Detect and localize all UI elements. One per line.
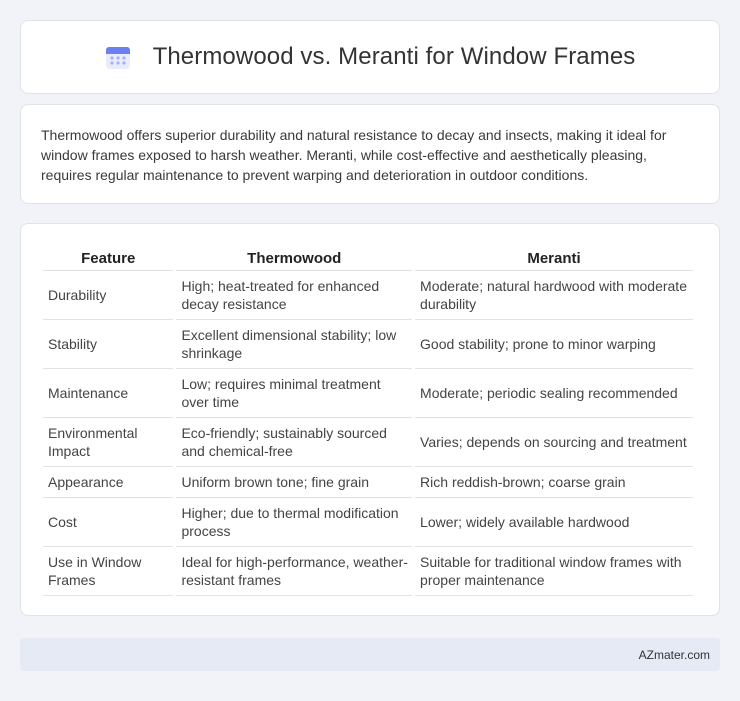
thermowood-cell: Excellent dimensional stability; low shrinkage <box>176 320 412 369</box>
header-meranti: Meranti <box>415 246 693 271</box>
footer-site-link[interactable]: AZmater.com <box>638 647 710 662</box>
meranti-cell: Moderate; periodic sealing recommended <box>415 369 693 418</box>
table-row <box>43 418 693 467</box>
feature-cell: Appearance <box>43 467 173 498</box>
table-row <box>43 467 693 498</box>
feature-cell: Use in Window Frames <box>43 547 173 596</box>
feature-cell: Stability <box>43 320 173 369</box>
footer-bar <box>20 638 720 671</box>
title-card <box>20 20 720 94</box>
meranti-cell: Suitable for traditional window frames with proper maintenance <box>415 547 693 596</box>
thermowood-cell: Higher; due to thermal modification process <box>176 498 412 547</box>
table-row <box>43 271 693 320</box>
thermowood-cell: High; heat-treated for enhanced decay resistance <box>176 271 412 320</box>
table-header-row <box>43 246 693 271</box>
feature-cell: Environmental Impact <box>43 418 173 467</box>
feature-cell: Maintenance <box>43 369 173 418</box>
meranti-cell: Lower; widely available hardwood <box>415 498 693 547</box>
meranti-cell: Rich reddish-brown; coarse grain <box>415 467 693 498</box>
thermowood-cell: Ideal for high-performance, weather-resistant frames <box>176 547 412 596</box>
thermowood-cell: Eco-friendly; sustainably sourced and chemical-free <box>176 418 412 467</box>
comparison-table <box>40 246 696 596</box>
intro-text: Thermowood offers superior durability and natural resistance to decay and insects, making it ideal for window frames exposed to harsh weather. Meranti, while cost-effective and aesthetically pleasing, requires regular maintenance to prevent warping and deterioration in outdoor conditions. <box>41 127 667 183</box>
meranti-cell: Good stability; prone to minor warping <box>415 320 693 369</box>
thermowood-cell: Uniform brown tone; fine grain <box>176 467 412 498</box>
meranti-cell: Varies; depends on sourcing and treatment <box>415 418 693 467</box>
table-row <box>43 498 693 547</box>
calendar-icon <box>105 44 131 70</box>
page-title: Thermowood vs. Meranti for Window Frames <box>152 43 636 70</box>
table-row <box>43 369 693 418</box>
thermowood-cell: Low; requires minimal treatment over time <box>176 369 412 418</box>
header-thermowood: Thermowood <box>176 246 412 271</box>
feature-cell: Durability <box>43 271 173 320</box>
comparison-card <box>20 223 720 616</box>
table-row <box>43 320 693 369</box>
intro-card <box>20 104 720 204</box>
header-feature: Feature <box>43 246 173 271</box>
table-row <box>43 547 693 596</box>
feature-cell: Cost <box>43 498 173 547</box>
meranti-cell: Moderate; natural hardwood with moderate durability <box>415 271 693 320</box>
